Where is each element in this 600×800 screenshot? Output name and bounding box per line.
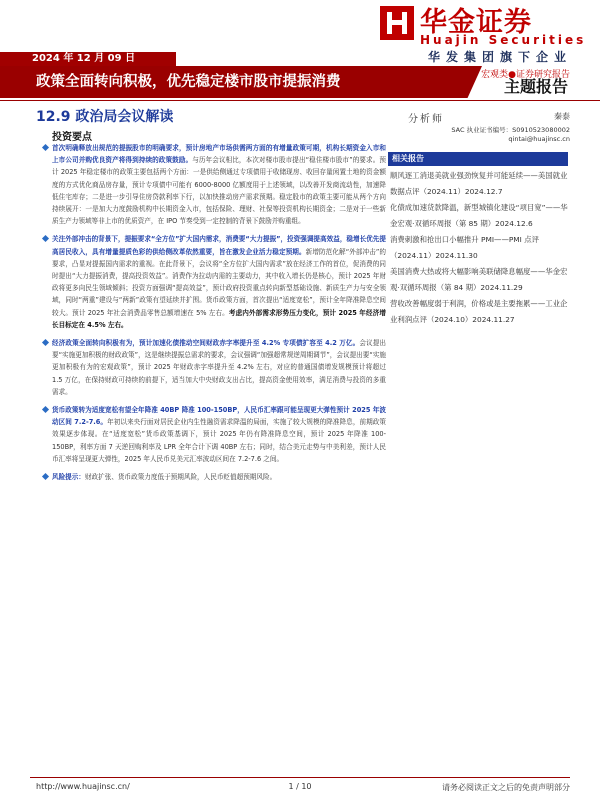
bullet-icon: [42, 144, 49, 151]
bullet-icon: [42, 235, 49, 242]
report-subtitle: 12.9 政治局会议解读: [36, 109, 174, 125]
related-report-item[interactable]: 化债成加速货款降温，新型城镇化建设“项目宽”——华金宏观·双循环周报（第 85 期）2024.12.6: [390, 203, 568, 228]
report-title: 政策全面转向积极，优先稳定楼市股市提振消费: [36, 74, 341, 90]
report-type: 主题报告: [503, 77, 568, 96]
paragraph: [44, 337, 386, 398]
paragraph-lead: 首次明确释放出规范的提振股市的明确要求，预计房地产市场供需两方面的有增量政策可期，机构长期资金入市和上市公司并购优良资产将得到持续的政策鼓励。: [52, 144, 386, 165]
investment-highlights-heading: 投资要点: [52, 132, 92, 143]
paragraph-text: 年初以来央行面对居民企业内生性融资需求降温的局面，实施了较大规模的降准降息，前期政策效果逐步体现。在“适度宽松”货币政策基调下，预计 2025 年仍有降准降息空间，预计 2025 年降准 100-150BP，利率方面 7 天逆回购利率及 LPR 全年合计下调 40BP 左右；同时，结合美元走势与中美利差，预计人民币汇率将呈现更大弹性，2025 年人民币兑美元汇率波动区间在 7.2-7.6 之间。: [52, 418, 386, 463]
report-category-tag: 宏观类●证券研究报告: [481, 70, 570, 80]
report-date: 2024 年 12 月 09 日: [32, 53, 136, 64]
related-report-item[interactable]: 顺风逐工消退美就业强劲恢复并可能延续——美国就业数据点评（2024.11）2024.12.7: [390, 171, 568, 196]
bullet-icon: [42, 473, 49, 480]
analyst-label: 分析师: [408, 114, 444, 125]
analyst-email[interactable]: qintai@huajinsc.cn: [508, 135, 570, 143]
logo-text-cn: 华金证券: [420, 7, 532, 38]
paragraph-text: 新增防范化解“外部冲击”的要求，凸显对提振国内需求的重视。在此背景下，会议将“全方位扩大国内需求”放在经济工作的首位，促消费的同时提出“大力提振消费，提高投资效益”。消费作为拉动内需的主要动力，其中收入增长仍是核心，预计 2025 年财政将更多向民生领域倾斜；投资方面强调“提高效益”，预计政府投资重点转向新型基础设施、新质生产力与安全领域，同时“两重”建设与“两新”政策有望延续并扩围。货币政策方面，首次提出“适度宽松”，预计全年降准降息空间较大。预计 2025 年社会消费品零售总额增速在 5% 左右。: [52, 247, 386, 317]
paragraph: [44, 142, 386, 227]
bullet-icon: [42, 406, 49, 413]
paragraph-text: 与历年会议相比，本次对楼市股市提出“稳住楼市股市”的要求。预计 2025 年稳定楼市的政策主要包括两个方面：一是供给侧通过专项债用于收储现房、收回存量闲置土地的资金额度的方式优化商品房存量，预计专项债中可能有 6000-8000 亿额度用于上述领域，以改善开发商流动性，加速降低住宅库存；二是进一步引导住房贷款利率下行，以加快推动房产需求预期。稳定股市的政策主要可能从两个方向持续展开：一是加大力度鼓励机构中长期资金入市，包括保险、理财、社保等投资机构长期资金；二是对于一些新质生产力领域等非上市的优质资产，在 IPO 节奏受到一定控制的背景下鼓励并购重组。: [52, 156, 386, 226]
paragraph-text: 财政扩张、货币政策力度低于预期风险，人民币贬值超预期风险。: [84, 473, 277, 482]
footer-website-link[interactable]: http://www.huajinsc.cn/: [36, 782, 130, 791]
risk-warning: [44, 471, 386, 483]
related-report-item[interactable]: 美国消费大热或将大幅影响美联储降息幅度——华金宏观·双循环周报（第 84 期）2024.11.29: [390, 267, 568, 292]
related-reports-list: [390, 168, 570, 328]
paragraph-lead: 货币政策转为适度宽松有望全年降准 40BP 降准 100-150BP，人民币汇率跟可能呈现更大弹性预计 2025 年波动区间 7.2-7.6。: [52, 406, 386, 427]
header-divider: [0, 100, 600, 101]
related-report-item[interactable]: 消费刺激和抢出口小幅推升 PMI——PMI 点评（2024.11）2024.11.30: [390, 235, 539, 260]
logo-text-en: Huajin Securities: [420, 33, 587, 47]
disclaimer-note: 请务必阅读正文之后的免责声明部分: [442, 783, 570, 792]
bullet-icon: [42, 339, 49, 346]
paragraph-lead: 经济政策全面转向积极有为，预计加速化债推动空间财政赤字率提升至 4.2% 专项债扩容至 4.2 万亿。: [52, 339, 360, 348]
company-name: 华发集团旗下企业: [427, 50, 572, 64]
analyst-certificate: SAC 执业证书编号：S0910523080002: [451, 126, 570, 134]
paragraph-lead: 风险提示：: [52, 473, 85, 482]
related-reports-heading: 相关报告: [392, 154, 424, 163]
footer-divider: [30, 777, 570, 778]
analyst-name: 秦泰: [554, 112, 570, 121]
page-number: 1 / 10: [288, 782, 312, 791]
paragraph-lead: 关注外部冲击的背景下，提振要求“全方位”扩大国内需求，消费要“大力提振”，投资强调提高效益，稳增长优先提高居民收入，具有增量提质色彩的供给侧改革依然重要，旨在激发企业活力稳定预期。: [52, 235, 386, 256]
paragraph-tail: 考虑内外部需求形势压力变化，预计 2025 年经济增长目标定在 4.5% 左右。: [52, 308, 386, 329]
related-report-item[interactable]: 营收改善幅度弱于利润，价格或是主要拖累——工业企业利润点评（2024.10）2024.11.27: [390, 299, 568, 324]
huajin-logo-icon: [380, 6, 414, 40]
paragraph: [44, 233, 386, 331]
paragraph: [44, 404, 386, 465]
main-content: [44, 142, 386, 489]
company-logo: [380, 2, 587, 50]
paragraph-text: 会议提出要“实施更加积极的财政政策”，这是继续提振总需求的要求，会议强调“加强超常规逆周期调节”，会议提出要“实施更加积极有为的宏观政策”，预计 2025 年财政赤字率提升至 4.2% 左右，对应的普通国债增发规模预计将超过 1.5 万亿，在保持财政可持续的前提下，适当加大中央财政支出占比，提高资金使用效率，满足消费与投资的多重需求。: [52, 339, 387, 396]
